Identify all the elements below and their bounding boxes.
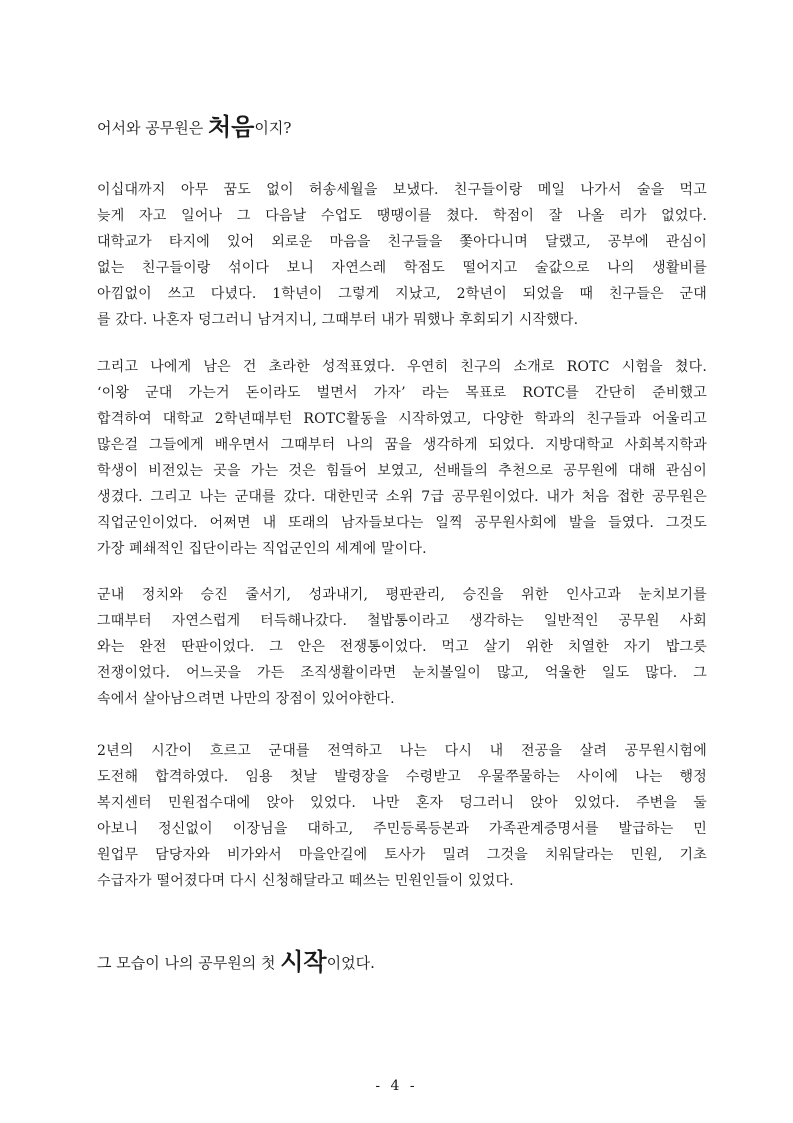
paragraph-line: 원업무 담당자와 비가와서 마을안길에 토사가 밀려 그것을 치워달라는 민원, 기초 xyxy=(97,847,707,863)
page-number: - 4 - xyxy=(375,1078,418,1094)
section-heading xyxy=(97,113,292,141)
paragraph-line: 합격하여 대학교 2학년때부턴 ROTC활동을 시작하였고, 다양한 학과의 친구들과 어울리고 xyxy=(97,411,707,427)
paragraph-line: 생겼다. 그리고 나는 군대를 갔다. 대한민국 소위 7급 공무원이었다. 내가 처음 접한 공무원은 xyxy=(97,489,707,505)
paragraph-line: 2년의 시간이 흐르고 군대를 전역하고 나는 다시 내 전공을 살려 공무원시험에 xyxy=(97,743,707,759)
heading-text-before: 어서와 공무원은 xyxy=(97,119,208,137)
paragraph-line: 와는 완전 딴판이었다. 그 안은 전쟁통이었다. 먹고 살기 위한 치열한 자기 밥그릇 xyxy=(97,639,707,655)
paragraph-line: 학생이 비전있는 곳을 가는 것은 힘들어 보였고, 선배들의 추천으로 공무원에 대해 관심이 xyxy=(97,463,707,479)
paragraph-line: ‘이왕 군대 가는거 돈이라도 벌면서 가자’ 라는 목표로 ROTC를 간단히 준비했고 xyxy=(97,385,707,401)
heading-emphasis: 처음 xyxy=(207,113,255,141)
paragraph-line: 많은걸 그들에게 배우면서 그때부터 나의 꿈을 생각하게 되었다. 지방대학교 사회복지학과 xyxy=(97,437,707,453)
paragraph-line: 복지센터 민원접수대에 앉아 있었다. 나만 혼자 덩그러니 앉아 있었다. 주변을 둘 xyxy=(97,795,707,811)
paragraph-line: 아낌없이 쓰고 다녔다. 1학년이 그렇게 지났고, 2학년이 되었을 때 친구들은 군대 xyxy=(97,286,707,302)
paragraph-line: 가장 폐쇄적인 집단이라는 직업군인의 세계에 말이다. xyxy=(97,541,427,557)
paragraph-line: 를 갔다. 나혼자 덩그러니 남겨지니, 그때부터 내가 뭐했나 후회되기 시작했다. xyxy=(97,312,579,328)
paragraph-line: 직업군인이었다. 어쩌면 내 또래의 남자들보다는 일찍 공무원사회에 발을 들였다. 그것도 xyxy=(97,515,707,531)
paragraph-line: 전쟁이었다. 어느곳을 가든 조직생활이라면 눈치볼일이 많고, 억울한 일도 많다. 그 xyxy=(97,665,707,681)
paragraph-line: 수급자가 떨어졌다며 다시 신청해달라고 떼쓰는 민원인들이 있었다. xyxy=(97,873,514,889)
heading-text-before: 그 모습이 나의 공무원의 첫 xyxy=(97,954,281,972)
paragraph-line: 그리고 나에게 남은 건 초라한 성적표였다. 우연히 친구의 소개로 ROTC 시험을 쳤다. xyxy=(97,359,707,375)
paragraph-1 xyxy=(97,177,707,333)
paragraph-line: 이십대까지 아무 꿈도 없이 허송세월을 보냈다. 친구들이랑 메일 나가서 술을 먹고 xyxy=(97,182,707,198)
paragraph-4 xyxy=(97,738,707,894)
paragraph-line: 군내 정치와 승진 줄서기, 성과내기, 평판관리, 승진을 위한 인사고과 눈치보기를 xyxy=(97,587,707,603)
heading-text-after: 이지? xyxy=(254,119,292,137)
paragraph-line: 도전해 합격하였다. 임용 첫날 발령장을 수령받고 우물쭈물하는 사이에 나는 행정 xyxy=(97,769,707,785)
paragraph-line: 대학교가 타지에 있어 외로운 마음을 친구들을 쫓아다니며 달랬고, 공부에 관심이 xyxy=(97,234,707,250)
paragraph-line: 속에서 살아남으려면 나만의 장점이 있어야한다. xyxy=(97,691,395,707)
paragraph-2 xyxy=(97,354,707,562)
closing-heading xyxy=(97,948,375,976)
paragraph-3 xyxy=(97,582,707,712)
heading-emphasis: 시작 xyxy=(280,948,327,976)
heading-text-after: 이었다. xyxy=(326,954,375,972)
paragraph-line: 없는 친구들이랑 섞이다 보니 자연스레 학점도 떨어지고 술값으로 나의 생활비를 xyxy=(97,260,707,276)
paragraph-line: 늦게 자고 일어나 그 다음날 수업도 땡땡이를 쳤다. 학점이 잘 나올 리가 없었다. xyxy=(97,208,707,224)
paragraph-line: 아보니 정신없이 이장님을 대하고, 주민등록등본과 가족관계증명서를 발급하는 민 xyxy=(97,821,707,837)
paragraph-line: 그때부터 자연스럽게 터득해나갔다. 철밥통이라고 생각하는 일반적인 공무원 사회 xyxy=(97,613,707,629)
